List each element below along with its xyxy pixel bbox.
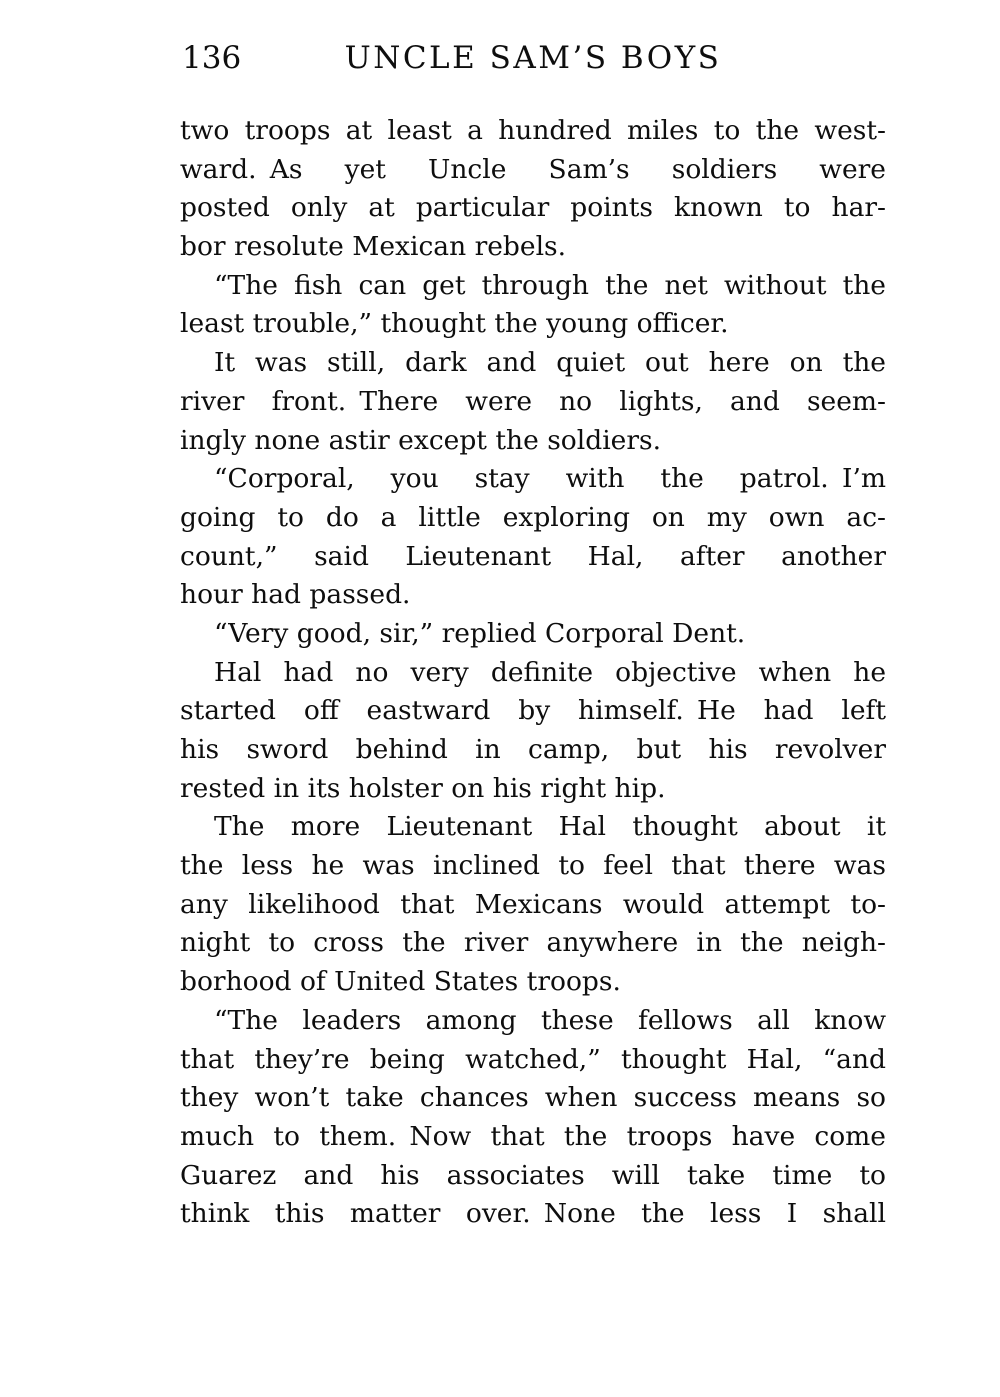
text-line: think this matter over. None the less I shall [180,1198,886,1230]
text-line: Guarez and his associates will take time to [180,1159,886,1191]
text-line: they won’t take chances when success means so [180,1082,886,1114]
text-line: Hal had no very definite objective when he [214,656,886,688]
text-line: bor resolute Mexican rebels. [180,231,567,263]
page-header [0,40,1000,80]
text-line: night to cross the river anywhere in the neigh- [180,927,886,959]
text-line: that they’re being watched,” thought Hal, “and [180,1043,886,1075]
text-line: count,” said Lieutenant Hal, after another [180,540,886,572]
text-line: “The leaders among these fellows all know [214,1004,886,1036]
text-line: borhood of United States troops. [180,966,621,998]
text-line: The more Lieutenant Hal thought about it [214,811,886,843]
text-line: much to them. Now that the troops have come [180,1120,886,1152]
running-title: UNCLE SAM’S BOYS [344,40,722,76]
text-line: It was still, dark and quiet out here on the [214,347,886,379]
text-line: least trouble,” thought the young officer. [180,308,729,340]
body-text [180,112,886,1234]
text-line: started off eastward by himself. He had left [180,695,886,727]
text-line: two troops at least a hundred miles to the west- [180,115,886,146]
text-line: posted only at particular points known to har- [180,192,886,224]
page-number: 136 [182,40,242,76]
text-line: the less he was inclined to feel that there was [180,850,886,882]
text-line: his sword behind in camp, but his revolver [180,734,886,765]
text-line: ward. As yet Uncle Sam’s soldiers were [180,153,886,185]
text-line: rested in its holster on his right hip. [180,772,666,804]
text-line: “Corporal, you stay with the patrol. I’m [214,463,886,495]
text-line: ingly none astir except the soldiers. [180,424,662,456]
text-line: hour had passed. [180,579,411,611]
text-line: going to do a little exploring on my own ac- [180,501,886,533]
text-line: any likelihood that Mexicans would attempt to- [180,888,886,920]
text-line: river front. There were no lights, and seem- [180,385,886,417]
text-line: “The fish can get through the net without the [214,269,886,301]
text-line: “Very good, sir,” replied Corporal Dent. [214,617,746,649]
